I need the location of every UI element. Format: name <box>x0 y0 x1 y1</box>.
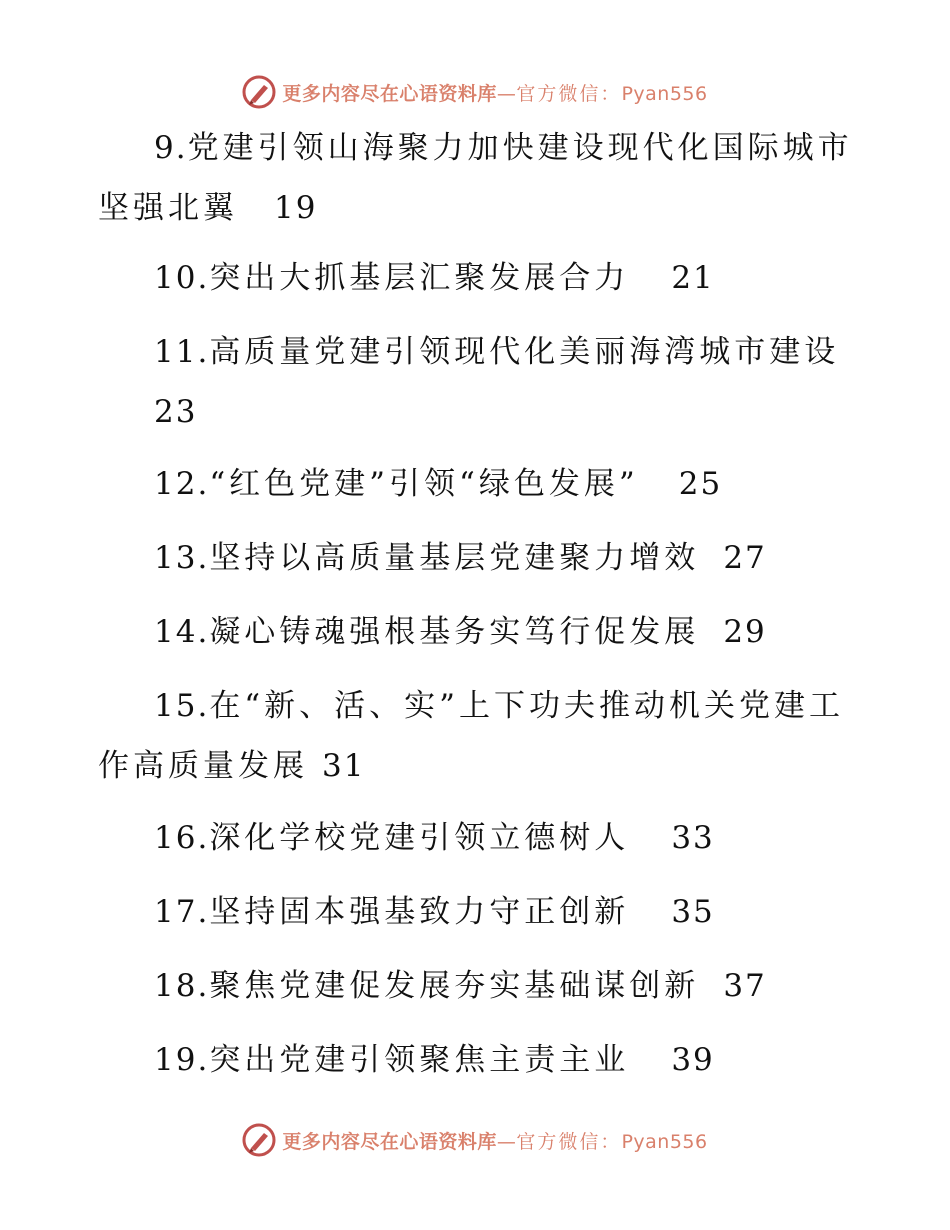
watermark-account: Pyan556 <box>621 82 708 105</box>
toc-entry-line <box>98 118 858 178</box>
watermark-text <box>282 1127 707 1154</box>
toc-entry-title: 突出党建引领聚焦主责主业 <box>209 1042 630 1078</box>
toc-entry-12 <box>98 454 858 514</box>
toc-entry-15 <box>98 676 858 796</box>
toc-entry-line <box>98 248 858 308</box>
toc-entry-number: 16. <box>154 820 210 856</box>
toc-entry-title: 在“新、活、实”上下功夫推动机关党建工 <box>209 688 845 724</box>
toc-entry-11 <box>98 322 858 442</box>
toc-entry-number: 11. <box>154 334 210 370</box>
toc-entry-13 <box>98 528 858 588</box>
toc-entry-title: 党建引领山海聚力加快建设现代化国际城市 <box>187 130 853 166</box>
watermark-official: 官方微信： <box>516 1130 622 1153</box>
watermark-official: 官方微信： <box>516 82 622 105</box>
toc-entry-page: 25 <box>678 466 723 502</box>
toc-entry-line <box>98 676 858 736</box>
toc-entry-line <box>98 528 858 588</box>
toc-entry-page: 29 <box>723 614 767 650</box>
toc-entry-number: 9. <box>154 130 188 166</box>
toc-entry-title: 深化学校党建引领立德树人 <box>209 820 630 856</box>
toc-entry-number: 14. <box>154 614 210 650</box>
watermark-account: Pyan556 <box>621 1130 708 1153</box>
toc-entry-page: 19 <box>274 190 318 226</box>
watermark-text <box>282 79 707 106</box>
toc-entry-page: 31 <box>322 748 366 784</box>
pen-logo-icon <box>242 1123 276 1157</box>
toc-entry-line <box>98 808 858 868</box>
toc-entry-page: 39 <box>671 1042 715 1078</box>
toc-entry-number: 15. <box>154 688 210 724</box>
toc-entry-page: 33 <box>671 820 715 856</box>
toc-entry-title: “红色党建”引领“绿色发展” <box>209 466 639 502</box>
toc-entry-title: 作高质量发展 <box>98 748 308 784</box>
toc-entry-19 <box>98 1030 858 1090</box>
toc-entry-line <box>98 382 858 442</box>
toc-entry-9 <box>98 118 858 238</box>
toc-entry-line <box>98 178 858 238</box>
pen-logo-icon <box>242 75 276 109</box>
toc-entry-line <box>98 454 858 514</box>
toc-entry-title: 凝心铸魂强根基务实笃行促发展 <box>209 614 700 650</box>
toc-entry-title: 坚强北翼 <box>98 190 238 226</box>
toc-entry-page: 37 <box>723 968 767 1004</box>
header-watermark <box>0 72 950 112</box>
toc-entry-page: 23 <box>154 394 198 430</box>
toc-entry-title: 坚持以高质量基层党建聚力增效 <box>209 540 700 576</box>
toc-entry-18 <box>98 956 858 1016</box>
toc-entry-title: 高质量党建引领现代化美丽海湾城市建设 <box>209 334 840 370</box>
toc-entry-line <box>98 602 858 662</box>
toc-entry-page: 27 <box>723 540 767 576</box>
toc-entry-10 <box>98 248 858 308</box>
watermark-main: 更多内容尽在心语资料库 <box>282 1130 497 1153</box>
toc-entry-line <box>98 736 858 796</box>
watermark-dash: — <box>496 1130 517 1153</box>
toc-entry-title: 聚焦党建促发展夯实基础谋创新 <box>209 968 700 1004</box>
toc-entry-page: 21 <box>671 260 715 296</box>
toc-entry-14 <box>98 602 858 662</box>
toc-entry-line <box>98 956 858 1016</box>
footer-watermark <box>0 1120 950 1160</box>
watermark-main: 更多内容尽在心语资料库 <box>282 82 497 105</box>
toc-entry-page: 35 <box>671 894 715 930</box>
watermark-dash: — <box>496 82 517 105</box>
toc-entry-number: 12. <box>154 466 210 502</box>
toc-entry-line <box>98 322 858 382</box>
toc-entry-number: 10. <box>154 260 210 296</box>
toc-entry-line <box>98 882 858 942</box>
toc-entry-number: 13. <box>154 540 210 576</box>
toc-entry-17 <box>98 882 858 942</box>
toc-entry-number: 18. <box>154 968 210 1004</box>
toc-entry-number: 19. <box>154 1042 210 1078</box>
toc-entry-16 <box>98 808 858 868</box>
toc-entry-line <box>98 1030 858 1090</box>
toc-entry-title: 坚持固本强基致力守正创新 <box>209 894 630 930</box>
toc-entry-title: 突出大抓基层汇聚发展合力 <box>209 260 630 296</box>
toc-entry-number: 17. <box>154 894 210 930</box>
